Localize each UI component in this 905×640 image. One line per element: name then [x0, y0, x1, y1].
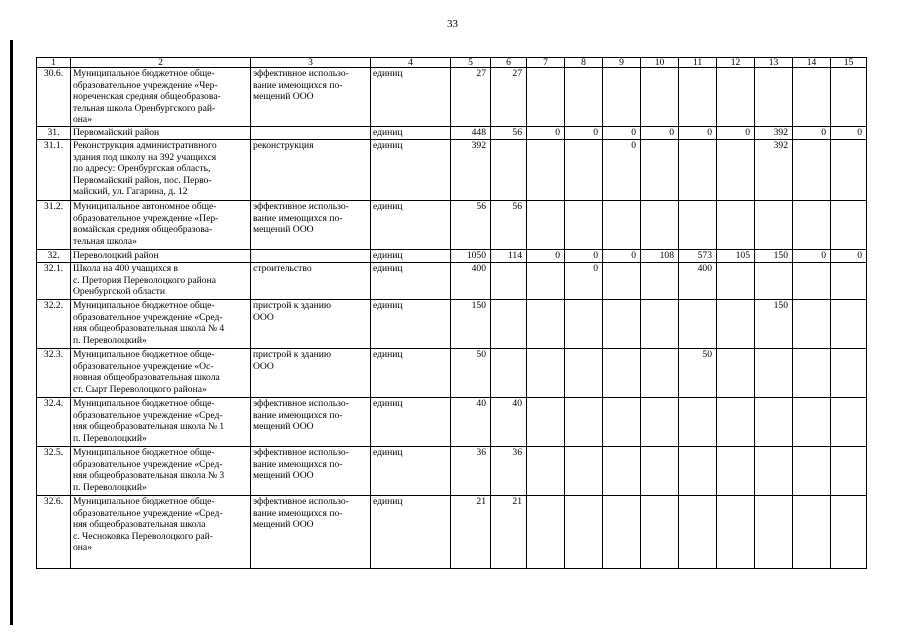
column-header-7: 7 [527, 58, 565, 68]
table-cell-col-3: эффективное использо- вание имеющихся по- мещений ООО [251, 447, 371, 496]
table-cell-col-7 [527, 300, 565, 349]
table-cell-col-13: 150 [755, 250, 793, 263]
table-cell-col-10 [641, 201, 679, 250]
table-cell-col-11 [679, 496, 717, 569]
table-cell-col-15 [831, 201, 867, 250]
table-cell-col-14 [793, 140, 831, 201]
table-cell-col-7 [527, 201, 565, 250]
table-cell-col-13 [755, 201, 793, 250]
table-row [37, 263, 867, 300]
table-cell-col-4: единиц [371, 398, 451, 447]
table-cell-col-6: 114 [491, 250, 527, 263]
table-cell-col-14 [793, 300, 831, 349]
table-cell-col-10: 0 [641, 127, 679, 140]
column-header-12: 12 [717, 58, 755, 68]
table-cell-col-12 [717, 263, 755, 300]
column-header-13: 13 [755, 58, 793, 68]
table-cell-col-9: 0 [603, 250, 641, 263]
table-cell-col-6: 40 [491, 398, 527, 447]
table-cell-col-8: 0 [565, 263, 603, 300]
table-cell-col-14: 0 [793, 250, 831, 263]
table-cell-col-2: Муниципальное бюджетное обще- образовательное учреждение «Сред- няя общеобразовательная школа с. Чесноковка Переволоцкого рай- она» [71, 496, 251, 569]
table-row [37, 300, 867, 349]
table-row [37, 496, 867, 569]
table-cell-col-6 [491, 140, 527, 201]
table-cell-col-2: Переволоцкий район [71, 250, 251, 263]
table-body [37, 68, 867, 569]
table-cell-col-12: 0 [717, 127, 755, 140]
table-cell-col-14 [793, 349, 831, 398]
table-cell-col-2: Реконструкция административного здания под школу на 392 учащихся по адресу: Оренбургская область, Первомайский район, пос. Перво- майский, ул. Гагарина, д. 12 [71, 140, 251, 201]
column-header-10: 10 [641, 58, 679, 68]
table-cell-col-9: 0 [603, 127, 641, 140]
table-cell-col-1: 32. [37, 250, 71, 263]
table-cell-col-3 [251, 250, 371, 263]
table-cell-col-4: единиц [371, 496, 451, 569]
table-cell-col-4: единиц [371, 140, 451, 201]
table-cell-col-8 [565, 140, 603, 201]
table-cell-col-13: 392 [755, 127, 793, 140]
table-cell-col-7 [527, 263, 565, 300]
table-cell-col-14 [793, 263, 831, 300]
table-row [37, 68, 867, 127]
table-cell-col-10 [641, 68, 679, 127]
table-cell-col-10 [641, 349, 679, 398]
table-cell-col-5: 1050 [451, 250, 491, 263]
column-header-8: 8 [565, 58, 603, 68]
table-cell-col-13 [755, 68, 793, 127]
table-cell-col-11: 400 [679, 263, 717, 300]
table-cell-col-15 [831, 300, 867, 349]
table-cell-col-2: Муниципальное бюджетное обще- образовательное учреждение «Сред- няя общеобразовательная школа № 4 п. Переволоцкий» [71, 300, 251, 349]
column-header-15: 15 [831, 58, 867, 68]
table-cell-col-6: 56 [491, 127, 527, 140]
table-cell-col-11 [679, 201, 717, 250]
table-cell-col-12 [717, 300, 755, 349]
table-cell-col-8 [565, 447, 603, 496]
table-cell-col-2: Муниципальное бюджетное обще- образовательное учреждение «Ос- новная общеобразовательная школа ст. Сырт Переволоцкого района» [71, 349, 251, 398]
column-header-1: 1 [37, 58, 71, 68]
table-cell-col-7 [527, 447, 565, 496]
table-cell-col-14 [793, 496, 831, 569]
table-cell-col-6: 21 [491, 496, 527, 569]
table-cell-col-2: Муниципальное бюджетное обще- образовательное учреждение «Сред- няя общеобразовательная школа № 3 п. Переволоцкий» [71, 447, 251, 496]
table-cell-col-8 [565, 68, 603, 127]
table-cell-col-11: 0 [679, 127, 717, 140]
table-cell-col-8: 0 [565, 250, 603, 263]
table-cell-col-10 [641, 447, 679, 496]
table-cell-col-1: 32.5. [37, 447, 71, 496]
table-cell-col-15 [831, 140, 867, 201]
table-cell-col-10 [641, 263, 679, 300]
table-cell-col-9 [603, 447, 641, 496]
table-cell-col-12 [717, 201, 755, 250]
table-cell-col-5: 56 [451, 201, 491, 250]
table-cell-col-6: 36 [491, 447, 527, 496]
table-cell-col-15 [831, 447, 867, 496]
table-cell-col-7 [527, 349, 565, 398]
table-cell-col-5: 40 [451, 398, 491, 447]
table-cell-col-4: единиц [371, 349, 451, 398]
table-cell-col-7 [527, 68, 565, 127]
table-cell-col-3: эффективное использо- вание имеющихся по- мещений ООО [251, 68, 371, 127]
table-cell-col-9 [603, 300, 641, 349]
table-cell-col-12 [717, 496, 755, 569]
table-cell-col-6: 56 [491, 201, 527, 250]
column-header-4: 4 [371, 58, 451, 68]
table-cell-col-9 [603, 398, 641, 447]
table-cell-col-15 [831, 68, 867, 127]
page-number: 33 [447, 18, 458, 30]
table-cell-col-3: эффективное использо- вание имеющихся по- мещений ООО [251, 398, 371, 447]
table-row [37, 201, 867, 250]
table-cell-col-1: 30.6. [37, 68, 71, 127]
table-cell-col-15 [831, 496, 867, 569]
table-cell-col-13: 150 [755, 300, 793, 349]
table-cell-col-15: 0 [831, 127, 867, 140]
table-cell-col-1: 32.2. [37, 300, 71, 349]
table-row [37, 447, 867, 496]
table-cell-col-13: 392 [755, 140, 793, 201]
table-cell-col-1: 32.6. [37, 496, 71, 569]
table-cell-col-15: 0 [831, 250, 867, 263]
table-cell-col-8 [565, 201, 603, 250]
table-cell-col-14: 0 [793, 127, 831, 140]
table-cell-col-12 [717, 68, 755, 127]
scan-edge-bar [10, 40, 13, 625]
table-cell-col-5: 27 [451, 68, 491, 127]
table-cell-col-4: единиц [371, 250, 451, 263]
table-cell-col-1: 31.1. [37, 140, 71, 201]
table-cell-col-14 [793, 68, 831, 127]
table-cell-col-10 [641, 300, 679, 349]
table-cell-col-13 [755, 447, 793, 496]
table-cell-col-5: 392 [451, 140, 491, 201]
column-header-5: 5 [451, 58, 491, 68]
table-cell-col-10 [641, 496, 679, 569]
table-cell-col-12: 105 [717, 250, 755, 263]
table-cell-col-6: 27 [491, 68, 527, 127]
table-header [37, 58, 867, 68]
table-cell-col-3: эффективное использо- вание имеющихся по- мещений ООО [251, 496, 371, 569]
data-table [36, 57, 867, 569]
table-cell-col-11 [679, 398, 717, 447]
table-cell-col-5: 400 [451, 263, 491, 300]
table-cell-col-6 [491, 300, 527, 349]
table-cell-col-13 [755, 349, 793, 398]
column-header-11: 11 [679, 58, 717, 68]
table-cell-col-9 [603, 68, 641, 127]
table-cell-col-2: Первомайский район [71, 127, 251, 140]
column-header-6: 6 [491, 58, 527, 68]
table-cell-col-14 [793, 447, 831, 496]
table-cell-col-6 [491, 349, 527, 398]
table-cell-col-9 [603, 349, 641, 398]
table-cell-col-13 [755, 496, 793, 569]
table-row [37, 398, 867, 447]
table-cell-col-11: 573 [679, 250, 717, 263]
table-cell-col-4: единиц [371, 447, 451, 496]
table-cell-col-1: 31.2. [37, 201, 71, 250]
table-cell-col-14 [793, 201, 831, 250]
table-cell-col-5: 150 [451, 300, 491, 349]
table-cell-col-9 [603, 263, 641, 300]
table-cell-col-4: единиц [371, 127, 451, 140]
table-cell-col-6 [491, 263, 527, 300]
column-header-3: 3 [251, 58, 371, 68]
table-cell-col-11 [679, 300, 717, 349]
table-cell-col-5: 50 [451, 349, 491, 398]
table-cell-col-13 [755, 263, 793, 300]
table-cell-col-15 [831, 263, 867, 300]
table-cell-col-10 [641, 398, 679, 447]
table-cell-col-7 [527, 496, 565, 569]
table-cell-col-7 [527, 398, 565, 447]
table-cell-col-2: Муниципальное автономное обще- образовательное учреждение «Пер- вомайская средняя общеобразова- тельная школа» [71, 201, 251, 250]
table-row-district-total [37, 250, 867, 263]
table-cell-col-13 [755, 398, 793, 447]
table-cell-col-5: 36 [451, 447, 491, 496]
table-cell-col-3: строительство [251, 263, 371, 300]
column-header-2: 2 [71, 58, 251, 68]
table-cell-col-15 [831, 349, 867, 398]
table-cell-col-2: Школа на 400 учащихся в с. Претория Переволоцкого района Оренбургской области [71, 263, 251, 300]
table-cell-col-4: единиц [371, 263, 451, 300]
table-cell-col-7: 0 [527, 127, 565, 140]
table-cell-col-8 [565, 300, 603, 349]
table-cell-col-11: 50 [679, 349, 717, 398]
table-cell-col-7 [527, 140, 565, 201]
table-cell-col-11 [679, 447, 717, 496]
table-cell-col-3: эффективное использо- вание имеющихся по- мещений ООО [251, 201, 371, 250]
table-cell-col-8 [565, 398, 603, 447]
table-cell-col-4: единиц [371, 201, 451, 250]
table-cell-col-11 [679, 68, 717, 127]
table-cell-col-4: единиц [371, 300, 451, 349]
table-cell-col-5: 21 [451, 496, 491, 569]
table-cell-col-12 [717, 447, 755, 496]
table-cell-col-3 [251, 127, 371, 140]
table-cell-col-3: пристрой к зданию ООО [251, 300, 371, 349]
table-cell-col-10: 108 [641, 250, 679, 263]
table-cell-col-2: Муниципальное бюджетное обще- образовательное учреждение «Сред- няя общеобразовательная школа № 1 п. Переволоцкий» [71, 398, 251, 447]
header-row [37, 58, 867, 68]
column-header-14: 14 [793, 58, 831, 68]
table-cell-col-9 [603, 201, 641, 250]
table-cell-col-14 [793, 398, 831, 447]
table-cell-col-8: 0 [565, 127, 603, 140]
table-cell-col-9: 0 [603, 140, 641, 201]
table-cell-col-12 [717, 398, 755, 447]
table-cell-col-1: 32.3. [37, 349, 71, 398]
column-header-9: 9 [603, 58, 641, 68]
table-cell-col-11 [679, 140, 717, 201]
table-cell-col-1: 32.4. [37, 398, 71, 447]
table-cell-col-9 [603, 496, 641, 569]
table-cell-col-3: пристрой к зданию ООО [251, 349, 371, 398]
table-row [37, 140, 867, 201]
table-cell-col-8 [565, 349, 603, 398]
table-cell-col-5: 448 [451, 127, 491, 140]
table-cell-col-2: Муниципальное бюджетное обще- образовательное учреждение «Чер- нореченская средняя общеобразова- тельная школа Оренбургского рай- она» [71, 68, 251, 127]
table-cell-col-1: 32.1. [37, 263, 71, 300]
table-cell-col-12 [717, 140, 755, 201]
table-cell-col-15 [831, 398, 867, 447]
table-cell-col-7: 0 [527, 250, 565, 263]
table-row-district-total [37, 127, 867, 140]
table-row [37, 349, 867, 398]
table-cell-col-1: 31. [37, 127, 71, 140]
table-cell-col-4: единиц [371, 68, 451, 127]
table-cell-col-8 [565, 496, 603, 569]
table-cell-col-12 [717, 349, 755, 398]
table-cell-col-10 [641, 140, 679, 201]
table-cell-col-3: реконструкция [251, 140, 371, 201]
